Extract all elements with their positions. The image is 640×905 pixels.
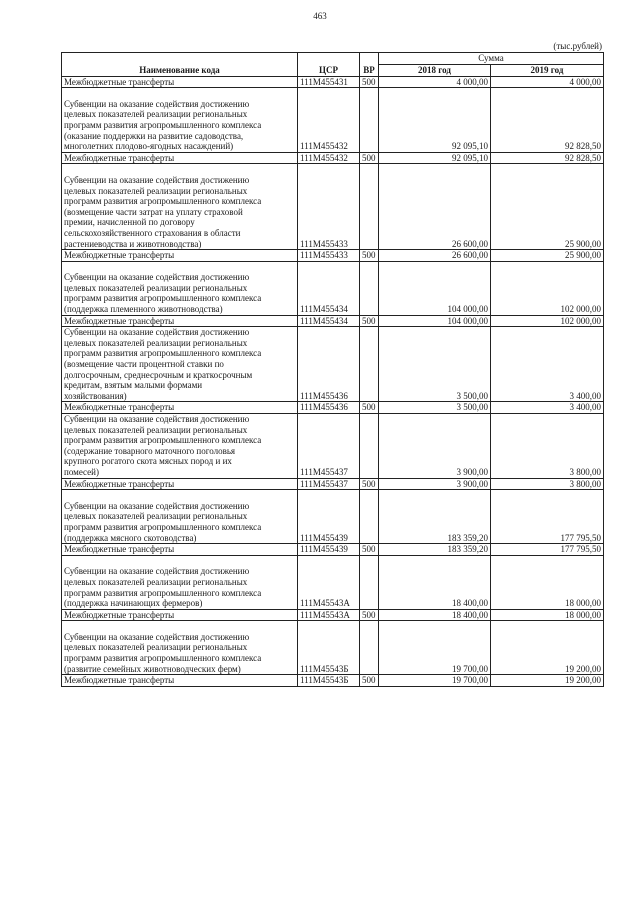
cell-name-line: программ развития агропромышленного комплекса <box>64 587 262 598</box>
cell-2019: 92 828,50 <box>491 88 604 153</box>
cell-name-line: (возмещение части процентной ставки по <box>64 359 224 370</box>
cell-2018: 104 000,00 <box>379 261 491 315</box>
cell-name-line: целевых показателей реализации региональных <box>64 109 248 120</box>
cell-vr: 500 <box>360 315 379 327</box>
header-vr: ВР <box>360 53 379 77</box>
cell-name-line: программ развития агропромышленного комплекса <box>64 348 262 359</box>
table-row <box>62 88 604 153</box>
cell-csr: 111M455433 <box>298 250 360 262</box>
cell-name-line: многолетних плодово-ягодных насаждений) <box>64 141 234 152</box>
cell-vr <box>360 555 379 609</box>
cell-vr <box>360 327 379 402</box>
header-year-2019: 2019 год <box>491 64 604 76</box>
cell-name-line <box>64 262 295 273</box>
cell-name-line: Межбюджетные трансферты <box>64 478 175 489</box>
cell-csr: 111M455436 <box>298 327 360 402</box>
cell-name <box>62 414 298 479</box>
cell-vr: 500 <box>360 76 379 88</box>
cell-name-line: (возмещение части затрат на уплату страховой <box>64 206 243 217</box>
units-label: (тыс.рублей) <box>553 41 602 51</box>
cell-name <box>62 250 298 262</box>
cell-2018: 26 600,00 <box>379 164 491 250</box>
header-name: Наименование кода <box>62 53 298 77</box>
cell-name <box>62 164 298 250</box>
cell-2018: 3 900,00 <box>379 478 491 490</box>
cell-name-line: целевых показателей реализации региональных <box>64 337 248 348</box>
cell-name-line: (поддержка начинающих фермеров) <box>64 598 203 609</box>
cell-name-line: Межбюджетные трансферты <box>64 402 175 413</box>
cell-name-line: Межбюджетные трансферты <box>64 76 175 87</box>
cell-vr: 500 <box>360 675 379 687</box>
cell-2018: 4 000,00 <box>379 76 491 88</box>
cell-2018: 3 900,00 <box>379 414 491 479</box>
cell-2019: 4 000,00 <box>491 76 604 88</box>
cell-name-line: Субвенции на оказание содействия достижению <box>64 500 250 511</box>
cell-name-line: Субвенции на оказание содействия достижению <box>64 174 250 185</box>
table-row <box>62 164 604 250</box>
cell-name-line: (содержание товарного маточного поголовья <box>64 445 236 456</box>
cell-name-line: целевых показателей реализации региональных <box>64 642 248 653</box>
cell-name <box>62 609 298 621</box>
cell-csr: 111M455437 <box>298 414 360 479</box>
cell-vr: 500 <box>360 152 379 164</box>
cell-2018: 19 700,00 <box>379 621 491 675</box>
cell-vr <box>360 414 379 479</box>
cell-csr: 111M455439 <box>298 490 360 544</box>
cell-name-line: сельскохозяйственного страхования в области <box>64 227 241 238</box>
cell-name-line: хозяйствования) <box>64 390 127 401</box>
cell-vr <box>360 490 379 544</box>
cell-2018: 26 600,00 <box>379 250 491 262</box>
cell-name <box>62 315 298 327</box>
cell-name-line: Межбюджетные трансферты <box>64 675 175 686</box>
cell-2018: 183 359,20 <box>379 544 491 556</box>
table-row <box>62 490 604 544</box>
cell-vr: 500 <box>360 609 379 621</box>
cell-name-line: (развитие семейных животноводческих ферм) <box>64 663 241 674</box>
budget-table <box>61 52 604 687</box>
cell-name-line: помесей) <box>64 466 99 477</box>
cell-csr: 111M45543A <box>298 609 360 621</box>
cell-name-line: целевых показателей реализации региональных <box>64 511 248 522</box>
cell-name-line: премии, начисленной по договору <box>64 217 195 228</box>
cell-name-line: целевых показателей реализации региональных <box>64 282 248 293</box>
cell-2018: 3 500,00 <box>379 327 491 402</box>
cell-name-line: крупного рогатого скота мясных пород и их <box>64 456 232 467</box>
cell-name-line: кредитам, взятым малыми формами <box>64 380 203 391</box>
cell-2019: 3 800,00 <box>491 478 604 490</box>
table-body <box>62 76 604 686</box>
cell-name-line: целевых показателей реализации региональных <box>64 185 248 196</box>
cell-name-line: программ развития агропромышленного комплекса <box>64 293 262 304</box>
cell-2019: 19 200,00 <box>491 675 604 687</box>
table-row <box>62 609 604 621</box>
cell-2019: 18 000,00 <box>491 609 604 621</box>
cell-2019: 102 000,00 <box>491 261 604 315</box>
cell-csr: 111M455431 <box>298 76 360 88</box>
cell-2019: 102 000,00 <box>491 315 604 327</box>
table-row <box>62 544 604 556</box>
cell-csr: 111M45543Б <box>298 621 360 675</box>
cell-name-line <box>64 556 295 567</box>
cell-2019: 177 795,50 <box>491 544 604 556</box>
cell-2018: 92 095,10 <box>379 88 491 153</box>
table-row <box>62 261 604 315</box>
cell-name-line: Субвенции на оказание содействия достижению <box>64 327 250 338</box>
cell-name <box>62 621 298 675</box>
cell-name-line: Межбюджетные трансферты <box>64 609 175 620</box>
cell-csr: 111M455437 <box>298 478 360 490</box>
cell-name <box>62 490 298 544</box>
cell-2018: 104 000,00 <box>379 315 491 327</box>
cell-name <box>62 478 298 490</box>
cell-name-line: долгосрочным, среднесрочным и краткосрочным <box>64 369 253 380</box>
cell-csr: 111M455434 <box>298 315 360 327</box>
cell-name <box>62 675 298 687</box>
cell-name-line: Межбюджетные трансферты <box>64 544 175 555</box>
cell-name-line: Межбюджетные трансферты <box>64 250 175 261</box>
cell-name-line: целевых показателей реализации региональных <box>64 576 248 587</box>
cell-name-line: программ развития агропромышленного комплекса <box>64 119 262 130</box>
cell-2019: 18 000,00 <box>491 555 604 609</box>
header-sum: Сумма <box>379 53 604 65</box>
cell-2019: 3 400,00 <box>491 327 604 402</box>
table-row <box>62 327 604 402</box>
cell-2019: 92 828,50 <box>491 152 604 164</box>
cell-csr: 111M45543A <box>298 555 360 609</box>
cell-name-line: программ развития агропромышленного комплекса <box>64 435 262 446</box>
cell-name <box>62 327 298 402</box>
header-csr: ЦСР <box>298 53 360 77</box>
cell-name <box>62 555 298 609</box>
cell-name-line: Субвенции на оказание содействия достижению <box>64 631 250 642</box>
cell-name-line <box>64 88 295 99</box>
cell-2018: 19 700,00 <box>379 675 491 687</box>
cell-vr <box>360 164 379 250</box>
table-row <box>62 152 604 164</box>
cell-name-line <box>64 164 295 175</box>
cell-csr: 111M455439 <box>298 544 360 556</box>
table-row <box>62 76 604 88</box>
cell-vr: 500 <box>360 250 379 262</box>
cell-name <box>62 76 298 88</box>
cell-csr: 111M45543Б <box>298 675 360 687</box>
cell-2019: 25 900,00 <box>491 250 604 262</box>
cell-name-line: Субвенции на оказание содействия достижению <box>64 566 250 577</box>
cell-name-line: программ развития агропромышленного комплекса <box>64 653 262 664</box>
cell-name-line: Субвенции на оказание содействия достижению <box>64 98 250 109</box>
page-number: 463 <box>313 11 327 21</box>
cell-csr: 111M455433 <box>298 164 360 250</box>
table-row <box>62 402 604 414</box>
table-row <box>62 555 604 609</box>
table-row <box>62 621 604 675</box>
cell-2019: 25 900,00 <box>491 164 604 250</box>
cell-name <box>62 152 298 164</box>
table-row <box>62 414 604 479</box>
cell-name-line: программ развития агропромышленного комплекса <box>64 196 262 207</box>
cell-vr: 500 <box>360 402 379 414</box>
cell-name-line: программ развития агропромышленного комплекса <box>64 521 262 532</box>
cell-csr: 111M455432 <box>298 152 360 164</box>
cell-2018: 18 400,00 <box>379 555 491 609</box>
table-row <box>62 315 604 327</box>
cell-2019: 177 795,50 <box>491 490 604 544</box>
cell-name-line: Межбюджетные трансферты <box>64 315 175 326</box>
cell-name-line: целевых показателей реализации региональных <box>64 424 248 435</box>
cell-name-line: (поддержка племенного животноводства) <box>64 304 223 315</box>
cell-name-line: Субвенции на оказание содействия достижению <box>64 272 250 283</box>
cell-name-line <box>64 490 295 501</box>
cell-vr <box>360 621 379 675</box>
cell-name-line: Межбюджетные трансферты <box>64 152 175 163</box>
cell-2018: 18 400,00 <box>379 609 491 621</box>
header-year-2018: 2018 год <box>379 64 491 76</box>
cell-name <box>62 261 298 315</box>
cell-csr: 111M455436 <box>298 402 360 414</box>
cell-name-line: (оказание поддержки на развитие садоводства, <box>64 130 244 141</box>
cell-name <box>62 402 298 414</box>
cell-name-line: (поддержка мясного скотоводства) <box>64 532 197 543</box>
cell-2018: 3 500,00 <box>379 402 491 414</box>
table-row <box>62 478 604 490</box>
cell-name <box>62 88 298 153</box>
cell-name-line: растениеводства и животноводства) <box>64 238 202 249</box>
cell-vr: 500 <box>360 544 379 556</box>
cell-2019: 3 400,00 <box>491 402 604 414</box>
cell-csr: 111M455434 <box>298 261 360 315</box>
cell-csr: 111M455432 <box>298 88 360 153</box>
table-row <box>62 250 604 262</box>
cell-2018: 92 095,10 <box>379 152 491 164</box>
cell-vr <box>360 88 379 153</box>
table-row <box>62 675 604 687</box>
cell-2019: 19 200,00 <box>491 621 604 675</box>
cell-vr <box>360 261 379 315</box>
cell-name-line: Субвенции на оказание содействия достижению <box>64 414 250 424</box>
cell-name-line <box>64 621 295 632</box>
cell-2019: 3 800,00 <box>491 414 604 479</box>
cell-vr: 500 <box>360 478 379 490</box>
cell-name <box>62 544 298 556</box>
cell-2018: 183 359,20 <box>379 490 491 544</box>
